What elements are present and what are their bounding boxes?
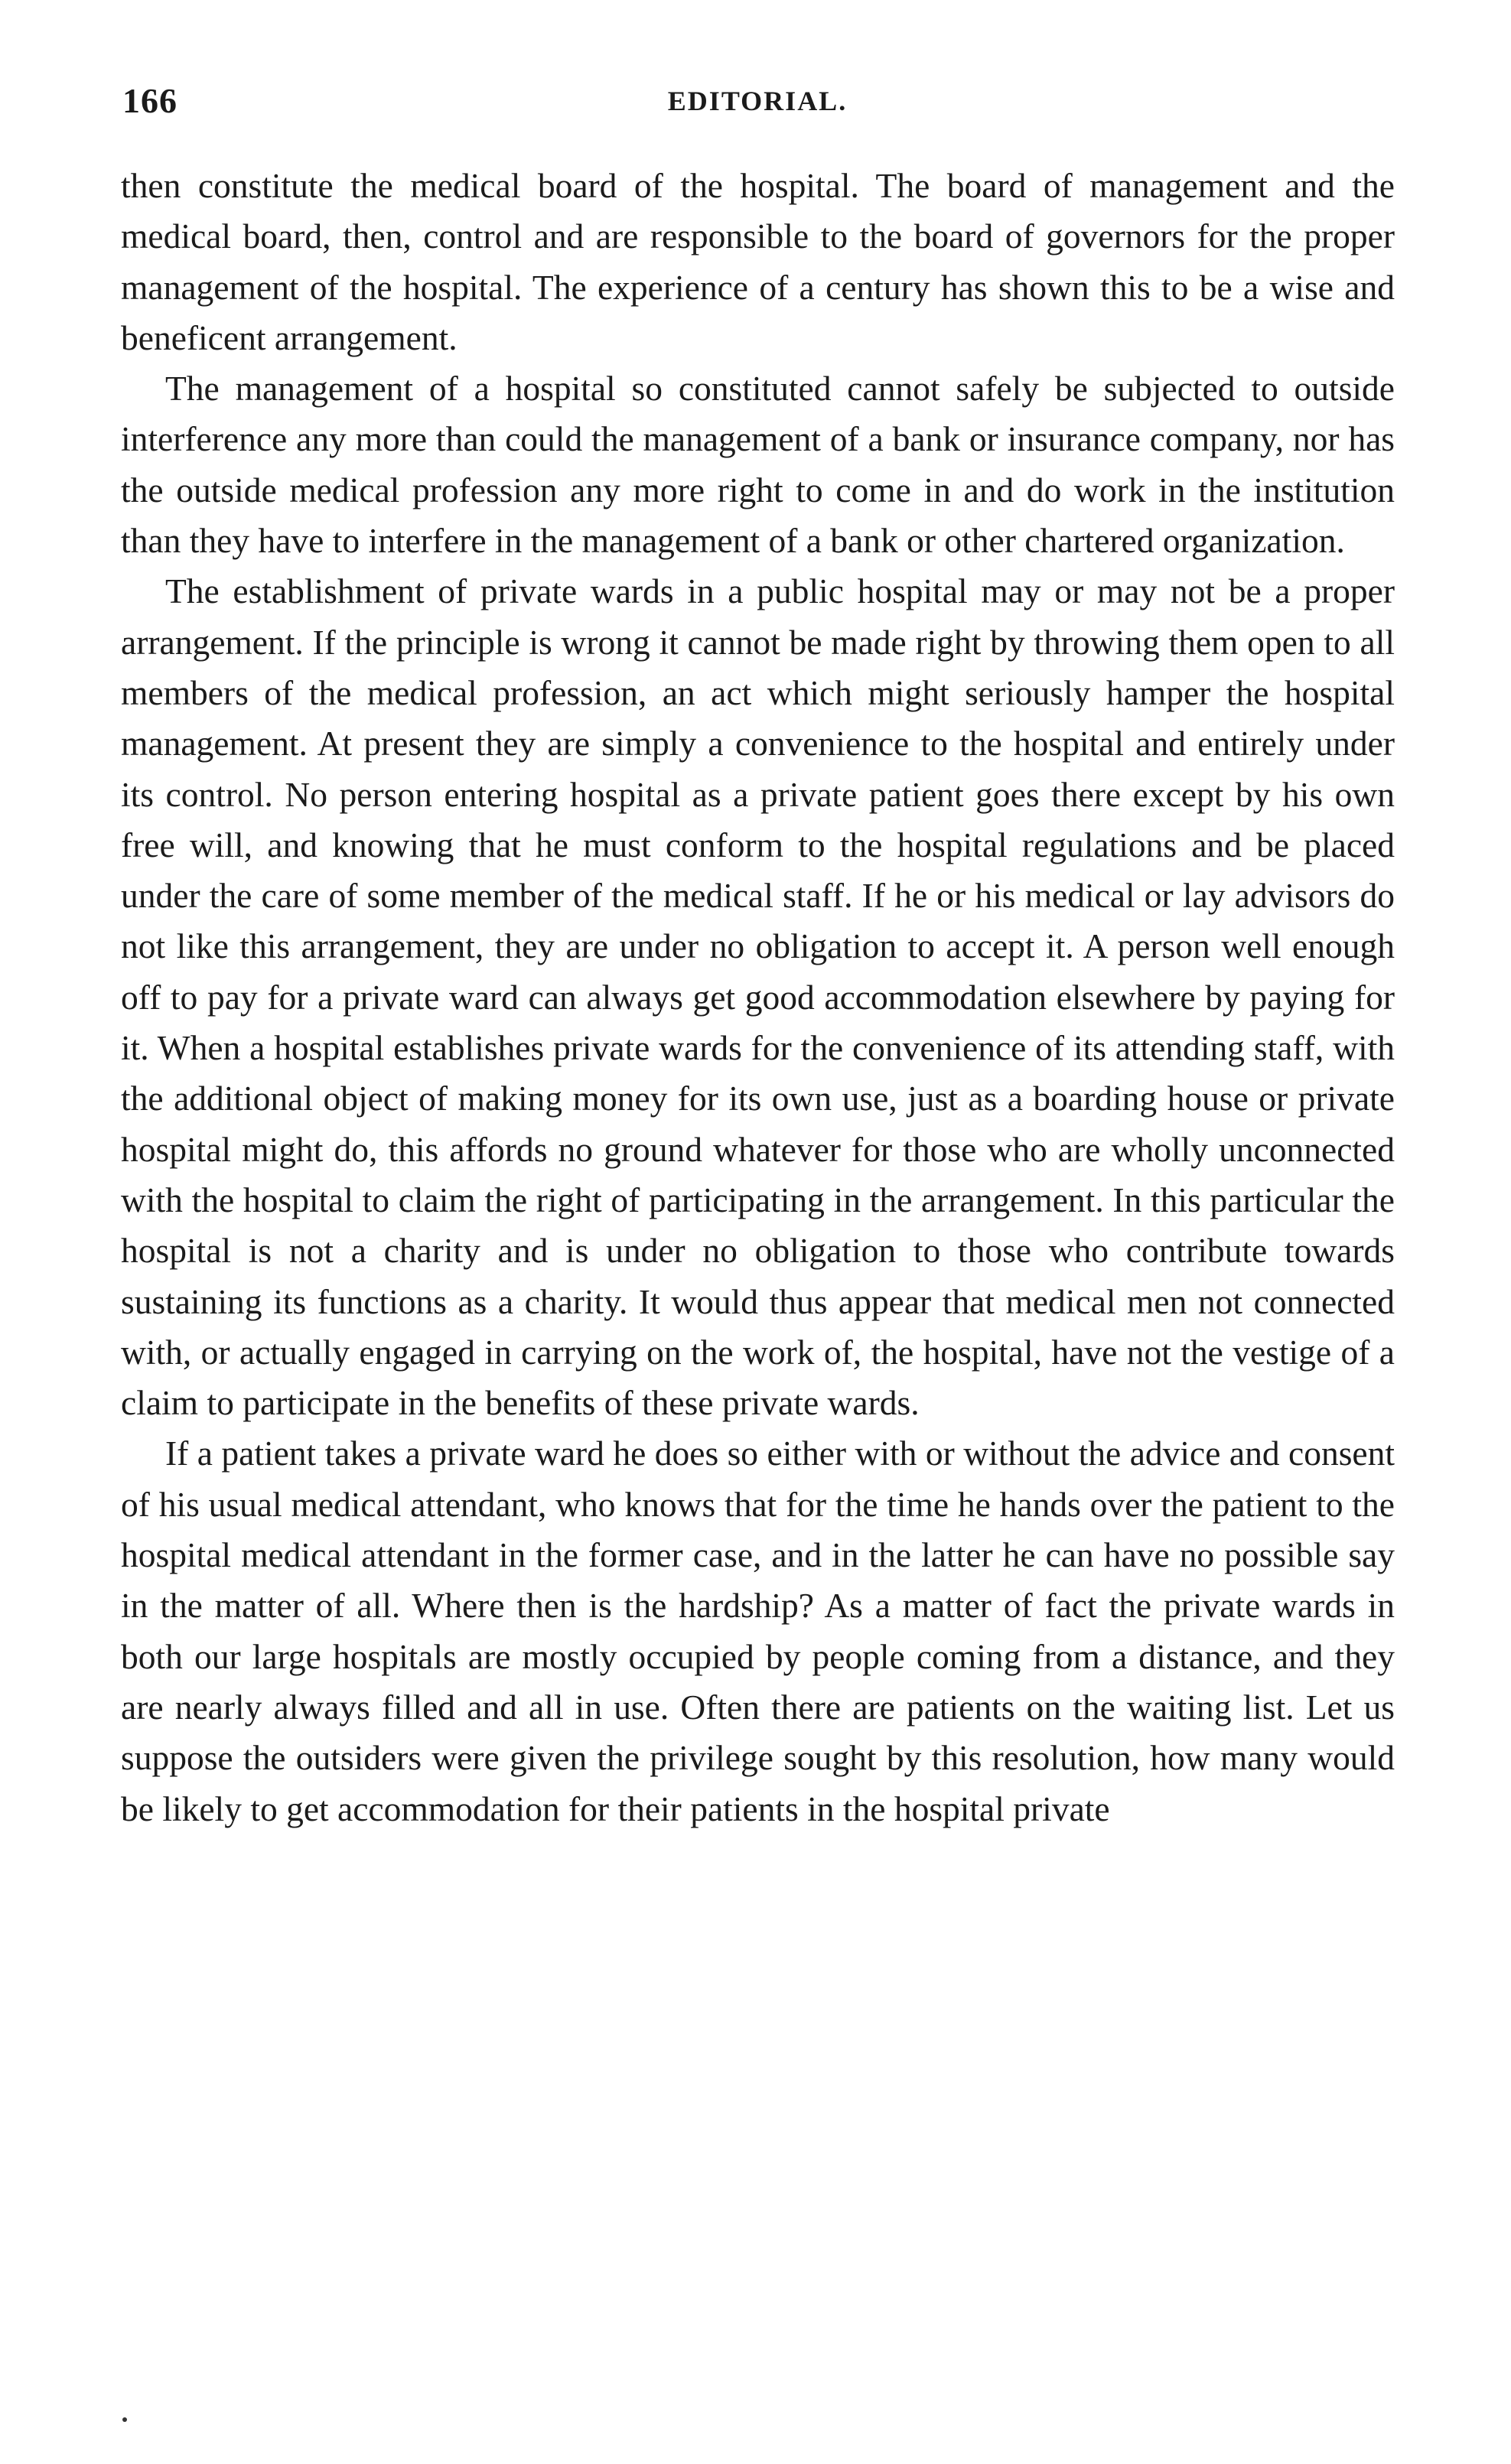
paragraph-4: If a patient takes a private ward he does so either with or without the advice and consent of his usual medical attendant, who knows that for the time he hands over the patient to the hospital medical attendant in the former case, and in the latter he can have no possible say in the matter of all. Where then is the hardship? As a matter of fact the private wards in both our large hospitals are mostly occupied by people coming from a distance, and they are nearly always filled and all in use. Often there are patients on the waiting list. Let us suppose the outsiders were given the privilege sought by this resolution, how many would be likely to get accommodation for their patients in the hospital private <box>121 1434 1395 1828</box>
body-text <box>121 161 1395 1834</box>
paragraph-1: then constitute the medical board of the hospital. The board of management and the medical board, then, control and are responsible to the board of governors for the proper management of the hospital. The experience of a century has shown this to be a wise and beneficent arrangement. <box>121 166 1395 357</box>
section-title: EDITORIAL. <box>667 86 848 116</box>
paragraph-2: The management of a hospital so constituted cannot safely be subjected to outside interference any more than could the management of a bank or insurance company, nor has the outside medical profession any more right to come in and do work in the institution than they have to interfere in the management of a bank or other chartered organization. <box>121 369 1395 561</box>
running-head <box>122 80 1392 126</box>
paragraph-3: The establishment of private wards in a public hospital may or may not be a proper arrangement. If the principle is wrong it cannot be made right by throwing them open to all members of the medical profession, an act which might seriously hamper the hospital management. At present they are simply a convenience to the hospital and entirely under its control. No person entering hospital as a private patient goes there except by his own free will, and knowing that he must conform to the hospital regulations and be placed under the care of some member of the medical staff. If he or his medical or lay advisors do not like this arrangement, they are under no obligation to accept it. A person well enough off to pay for a private ward can always get good accommodation elsewhere by paying for it. When a hospital establishes private wards for the convenience of its attending staff, with the additional object of making money for its own use, just as a boarding house or private hospital might do, this affords no ground whatever for those who are wholly unconnected with the hospital to claim the right of participating in the arrangement. In this particular the hospital is not a charity and is under no obligation to those who contribute towards sustaining its functions as a charity. It would thus appear that medical men not connected with, or actually engaged in carrying on the work of, the hospital, have not the vestige of a claim to participate in the benefits of these private wards. <box>121 571 1395 1423</box>
ink-speck <box>122 2417 127 2422</box>
page-number: 166 <box>122 81 177 120</box>
